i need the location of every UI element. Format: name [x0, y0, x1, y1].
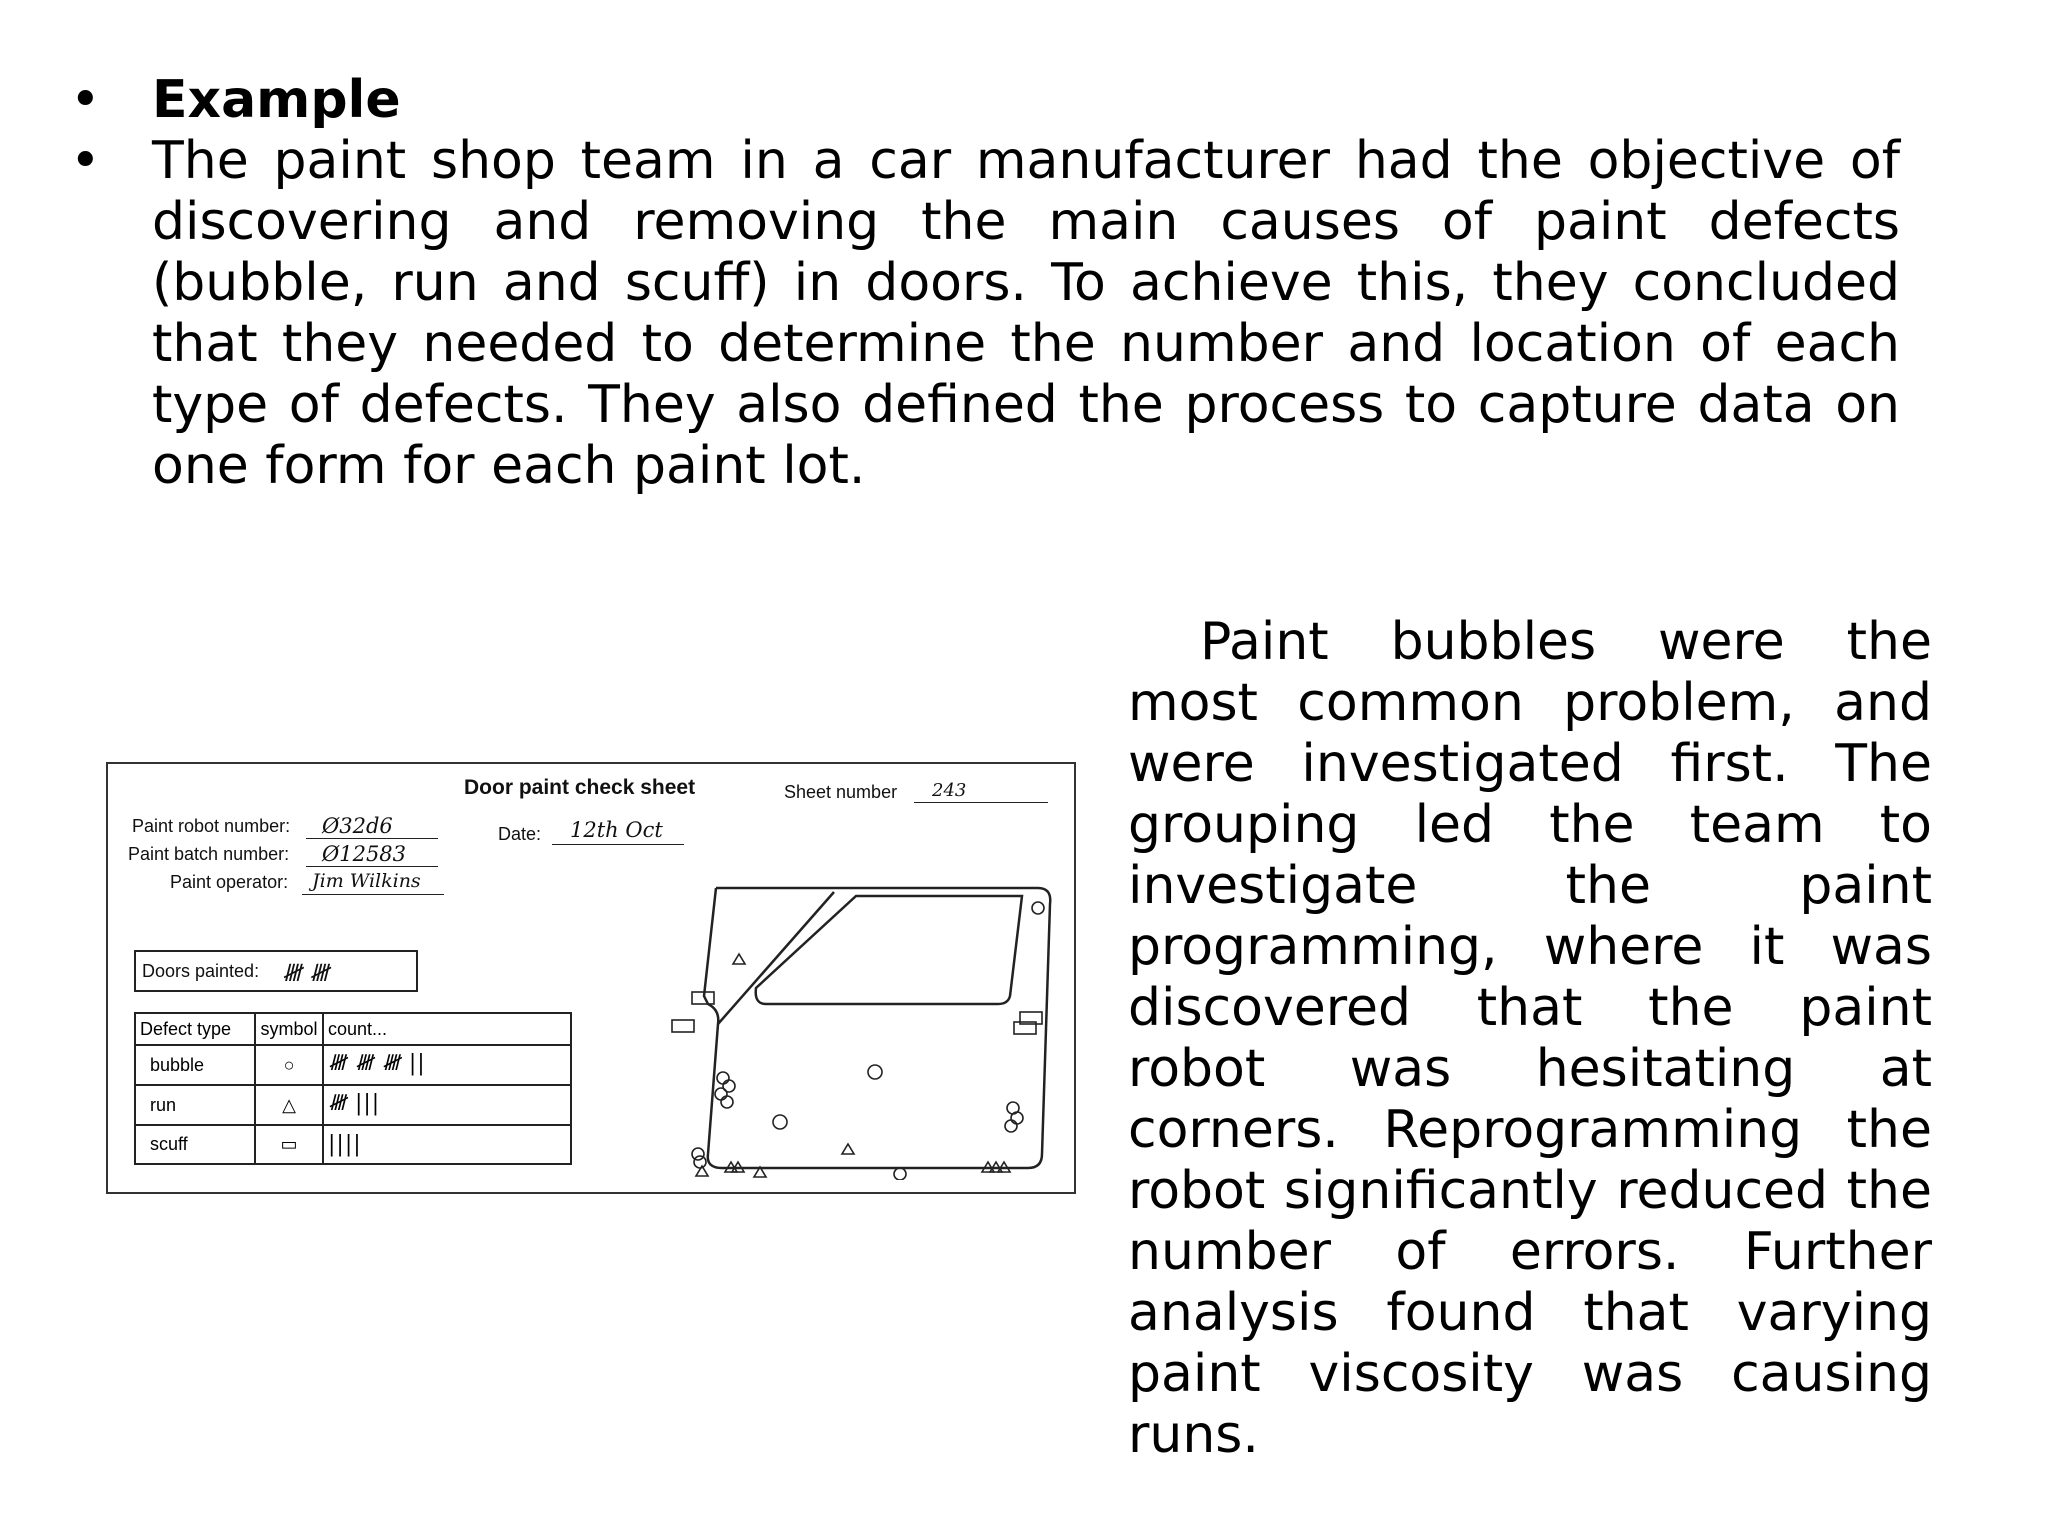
robot-label: Paint robot number:	[132, 816, 291, 836]
date-value: 12th Oct	[570, 818, 663, 842]
door-window	[756, 896, 1022, 1004]
run-mark	[733, 954, 745, 964]
count-cell: 𝍸 𝍸 𝍸 ||	[323, 1045, 571, 1085]
batch-label: Paint batch number:	[128, 844, 290, 864]
check-sheet-figure	[106, 762, 1076, 1194]
bullet-heading	[70, 70, 1900, 131]
bullet-marker: •	[70, 70, 101, 130]
bullet-list	[70, 70, 1900, 497]
bubble-mark	[1005, 1120, 1017, 1132]
intro-paragraph: The paint shop team in a car manufacturer had the objective of discovering and removing the main causes of paint defects (bubble, run and scuff) in doors. To achieve this, they concluded that they needed to determine the number and location of each type of defects. They also defined the process to capture data on one form for each paint lot.	[152, 131, 1900, 496]
defect-table	[134, 1012, 572, 1165]
bubble-mark	[773, 1115, 787, 1129]
header-count: count...	[323, 1013, 571, 1045]
table-row	[135, 1125, 571, 1164]
door-diagram	[594, 864, 1064, 1180]
robot-value: Ø32d6	[322, 814, 393, 838]
bubble-mark	[894, 1168, 906, 1180]
bubble-mark	[1032, 902, 1044, 914]
bullet-paragraph	[70, 131, 1900, 497]
bubble-mark	[868, 1065, 882, 1079]
bubble-mark	[715, 1088, 727, 1100]
defect-type-cell: scuff	[135, 1125, 255, 1164]
scuff-mark	[672, 1020, 694, 1032]
sheet-number-value: 243	[932, 780, 967, 801]
table-header-row	[135, 1013, 571, 1045]
sheet-number-line	[914, 802, 1048, 803]
count-cell: ||||	[323, 1125, 571, 1164]
defect-type-cell: bubble	[135, 1045, 255, 1085]
bullet-marker: •	[70, 131, 101, 191]
doors-label: Doors painted:	[142, 961, 260, 981]
doors-tally: 𝍸 𝍸	[282, 959, 329, 987]
symbol-cell: ▭	[255, 1125, 323, 1164]
bubble-mark	[694, 1156, 706, 1168]
bubble-mark	[692, 1148, 704, 1160]
date-label: Date:	[498, 824, 542, 844]
doors-painted-box	[134, 950, 418, 992]
date-line	[552, 844, 684, 845]
defect-type-cell: run	[135, 1085, 255, 1125]
header-defect-type: Defect type	[135, 1013, 255, 1045]
run-mark	[842, 1144, 854, 1154]
door-outline	[704, 888, 1050, 1168]
bubble-mark	[717, 1072, 729, 1084]
right-paragraph: Paint bubbles were the most common problem, and were investigated first. The grouping led the team to investigate the paint programming, where it was discovered that the paint robot was hesitating at corners. Reprogramming the robot significantly reduced the number of errors. Further analysis found that varying paint viscosity was causing runs.	[1128, 612, 1932, 1465]
robot-line	[306, 838, 438, 839]
bubble-mark	[1011, 1112, 1023, 1124]
check-sheet-title: Door paint check sheet	[464, 776, 696, 799]
batch-line	[306, 866, 438, 867]
bubble-mark	[721, 1096, 733, 1108]
batch-value: Ø12583	[322, 842, 407, 866]
operator-value: Jim Wilkins	[312, 870, 421, 892]
header-symbol: symbol	[255, 1013, 323, 1045]
operator-label: Paint operator:	[170, 872, 289, 892]
operator-line	[302, 894, 444, 895]
table-row	[135, 1045, 571, 1085]
heading-example: Example	[152, 70, 401, 130]
symbol-cell: ○	[255, 1045, 323, 1085]
sheet-number-label: Sheet number	[784, 782, 898, 802]
count-cell: 𝍸 |||	[323, 1085, 571, 1125]
symbol-cell: △	[255, 1085, 323, 1125]
table-row	[135, 1085, 571, 1125]
